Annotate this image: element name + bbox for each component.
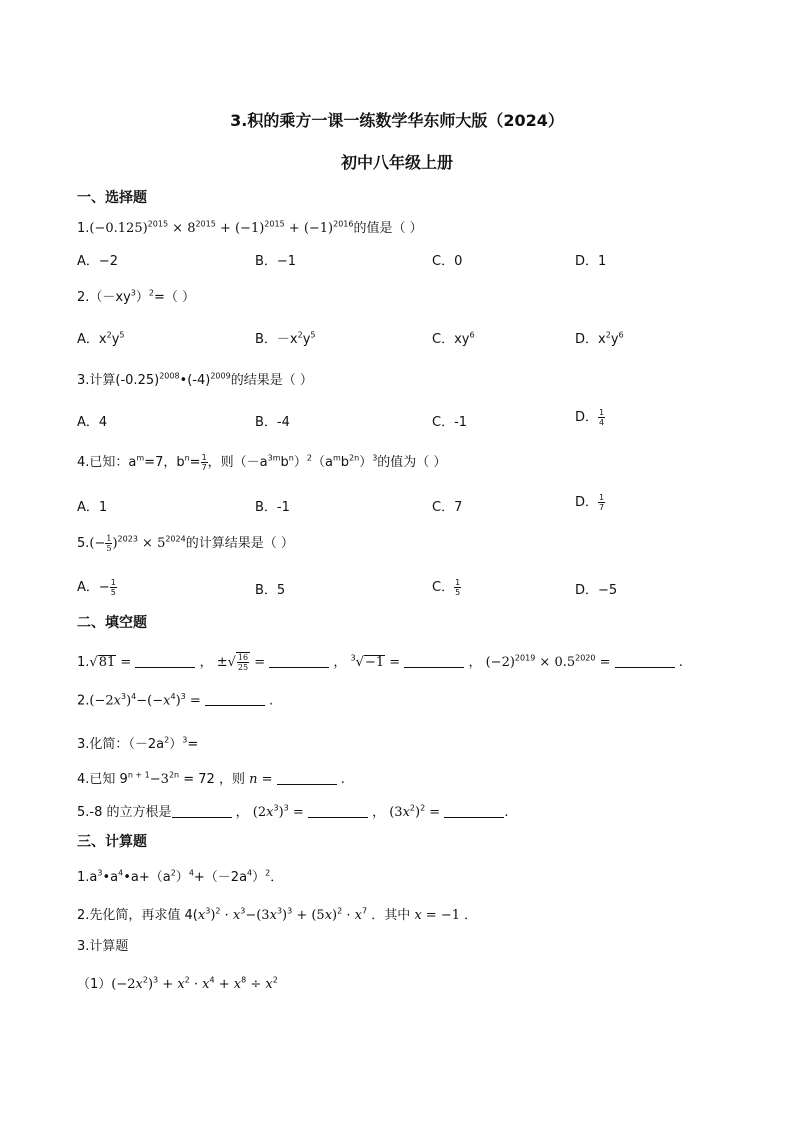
choice-question-2: $2.(-xy^3)^2=$（ ） — [77, 288, 196, 305]
document-title: 3.积的乘方一课一练数学华东师大版（2024） — [230, 111, 564, 130]
answer-blank[interactable] — [172, 805, 232, 818]
choice-2-option-c: C．$xy^6$ — [432, 330, 475, 347]
fill-question-5: 5.-8 的立方根是 ， $(2x^3)^3$ = ， $(3x^2)^2$ = . — [77, 803, 509, 820]
choice-3-option-d: D． $\frac{1}{4}$ — [575, 408, 605, 427]
section-heading-fill: 二、填空题 — [77, 615, 147, 631]
choice-question-1: $1.(-0.125)^{2015} \times 8^{2015} + (-1)^{2015} + (-1)^{2016}$的值是（ ） — [77, 219, 423, 236]
choice-5-option-c: C． $\frac{1}{5}$ — [432, 578, 461, 597]
answer-blank[interactable] — [135, 655, 195, 668]
answer-blank[interactable] — [277, 772, 337, 785]
choice-4-option-c: C．7 — [432, 500, 463, 515]
choice-5-option-a: A．− $\frac{1}{5}$ — [77, 578, 116, 597]
choice-4-option-a: A．1 — [77, 500, 108, 515]
choice-5-option-b: B．5 — [255, 583, 286, 598]
answer-blank[interactable] — [269, 655, 329, 668]
choice-question-3: 3.计算$(-0.25)^{2008}•(-4)^{2009}$的结果是（ ） — [77, 371, 313, 388]
choice-question-5: 5.(− $\frac{1}{5}$ )$^{2023} \times 5^{2024}$的计算结果是（ ） — [77, 534, 294, 553]
fill-question-1: 1.√81 = ， ±√ $\frac{16}{25}$ = ， $^3$√−1 = ， $(-2)^{2019} \times 0.5^{2020}$ = . — [77, 653, 683, 672]
answer-blank[interactable] — [205, 693, 265, 706]
choice-3-option-b: B．-4 — [255, 415, 290, 430]
choice-2-option-b: B．$-x^2y^5$ — [255, 330, 316, 347]
choice-1-option-b: B．−1 — [255, 254, 297, 269]
choice-3-option-c: C．-1 — [432, 415, 468, 430]
fill-question-3: 3.化简：$(-2a^2)^3=$ — [77, 735, 199, 752]
fill-question-2: $2.(-2x^3)^4-(-x^4)^3$ = . — [77, 692, 274, 709]
section-heading-choice: 一、选择题 — [77, 190, 147, 206]
calc-question-2: 2.先化简，再求值 $4(x^3)^2 \cdot x^3-(3x^3)^3 + (5x)^2 \cdot x^7$ ．其中 x = −1 ． — [77, 906, 478, 923]
choice-4-option-b: B．-1 — [255, 500, 290, 515]
choice-1-option-a: A．−2 — [77, 254, 119, 269]
fill-question-4: 4.已知 $9^{n + 1}-3^{2n} = 72$ ，则 n = . — [77, 770, 345, 787]
calc-question-1: $1.a^3•a^4•a+(a^2)^4+(-2a^4)^2$． — [77, 868, 284, 885]
choice-5-option-d: D．−5 — [575, 583, 618, 598]
calc-question-3-title: 3.计算题 — [77, 939, 129, 954]
calc-question-3-part-1: $(1)(-2x^2)^3 + x^2 \cdot x^4 + x^8 \div x^2$ — [77, 975, 278, 992]
document-subtitle: 初中八年级上册 — [340, 153, 453, 172]
choice-2-option-a: A．$x^2y^5$ — [77, 330, 125, 347]
choice-3-option-a: A．4 — [77, 415, 108, 430]
choice-2-option-d: D．$x^2y^6$ — [575, 330, 624, 347]
choice-1-option-c: C．0 — [432, 254, 463, 269]
answer-blank[interactable] — [308, 805, 368, 818]
section-heading-calc: 三、计算题 — [77, 834, 147, 850]
choice-question-4: 4.已知：$a^m=7$，$b^n=$ $\frac{1}{7}$ ，则$(-a^{3m}b^n)^2(a^mb^{2n})^3$的值为（ ） — [77, 453, 447, 472]
choice-4-option-d: D． $\frac{1}{7}$ — [575, 493, 605, 512]
answer-blank[interactable] — [444, 805, 504, 818]
answer-blank[interactable] — [404, 655, 464, 668]
choice-1-option-d: D．1 — [575, 254, 607, 269]
answer-blank[interactable] — [615, 655, 675, 668]
